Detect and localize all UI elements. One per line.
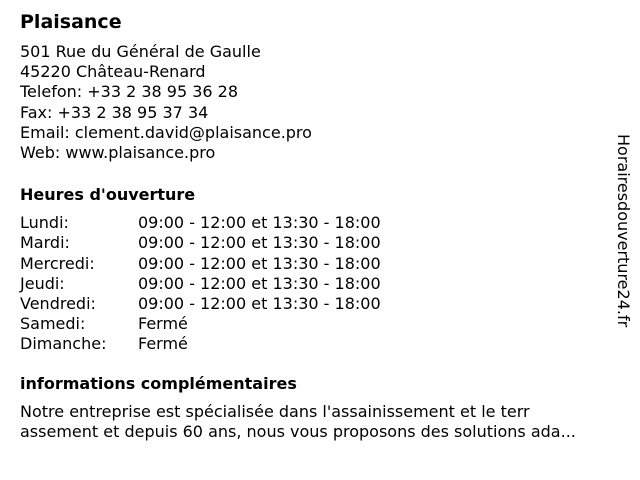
day-hours: 09:00 - 12:00 et 13:30 - 18:00 xyxy=(138,253,381,273)
day-label: Lundi: xyxy=(20,213,69,233)
day-label: Samedi: xyxy=(20,314,86,334)
day-label: Jeudi: xyxy=(20,273,65,293)
business-description xyxy=(20,402,630,443)
business-card xyxy=(20,10,620,443)
day-hours: 09:00 - 12:00 et 13:30 - 18:00 xyxy=(138,233,381,253)
day-hours: 09:00 - 12:00 et 13:30 - 18:00 xyxy=(138,294,381,314)
hours-row-wednesday xyxy=(20,254,381,274)
address-street: 501 Rue du Général de Gaulle xyxy=(20,42,261,61)
hours-row-sunday xyxy=(20,334,381,354)
day-hours: 09:00 - 12:00 et 13:30 - 18:00 xyxy=(138,213,381,233)
day-hours: Fermé xyxy=(138,314,188,334)
website-address: Web: www.plaisance.pro xyxy=(20,143,216,163)
contact-block xyxy=(20,42,620,163)
day-label: Dimanche: xyxy=(20,334,107,354)
day-label: Mardi: xyxy=(20,233,70,253)
additional-info-heading: informations complémentaires xyxy=(20,373,297,393)
day-hours: Fermé xyxy=(138,334,188,354)
hours-row-saturday xyxy=(20,314,381,334)
hours-row-thursday xyxy=(20,274,381,294)
hours-row-monday xyxy=(20,213,381,233)
day-label: Mercredi: xyxy=(20,253,95,273)
description-line: Notre entreprise est spécialisée dans l'assainissement et le terr xyxy=(20,401,530,421)
fax-number: Fax: +33 2 38 95 37 34 xyxy=(20,102,209,122)
hours-row-tuesday xyxy=(20,233,381,253)
day-label: Vendredi: xyxy=(20,294,96,314)
phone-number: Telefon: +33 2 38 95 36 28 xyxy=(20,82,239,102)
address-city: 45220 Château-Renard xyxy=(20,62,206,82)
hours-row-friday xyxy=(20,294,381,314)
opening-hours-table xyxy=(20,213,381,354)
email-address: Email: clement.david@plaisance.pro xyxy=(20,122,312,142)
day-hours: 09:00 - 12:00 et 13:30 - 18:00 xyxy=(138,273,381,293)
brand-watermark: Horairesdouverture24.fr xyxy=(614,134,633,328)
description-line: assement et depuis 60 ans, nous vous proposons des solutions ada... xyxy=(20,422,576,442)
business-name: Plaisance xyxy=(20,11,122,33)
opening-hours-heading: Heures d'ouverture xyxy=(20,185,196,205)
